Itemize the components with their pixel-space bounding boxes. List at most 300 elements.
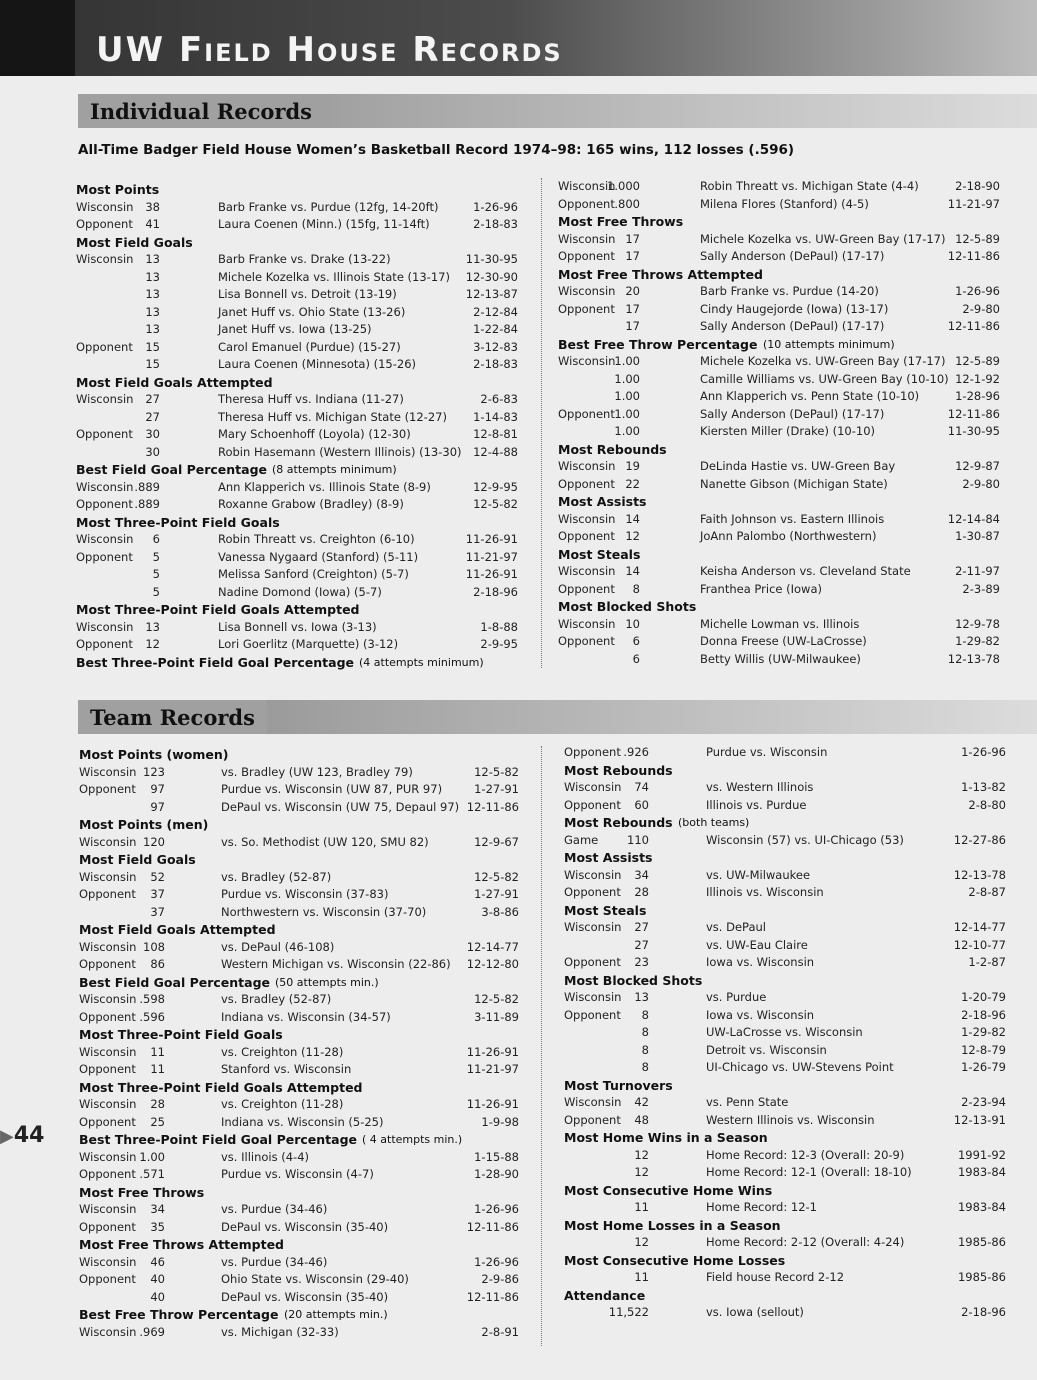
record-row [79,764,519,782]
record-value: 1.00 [614,371,640,386]
record-date: 11-30-95 [947,424,1000,438]
record-value: 12 [634,1147,649,1162]
record-date: 11-21-97 [466,1062,519,1076]
record-category-title: Best Field Goal Percentage [79,974,271,990]
record-value: 13 [634,990,649,1004]
record-value: 37 [150,887,165,901]
record-row [79,1324,519,1342]
record-value: 17 [625,231,640,246]
record-description: Roxanne Grabow (Bradley) (8-9) [218,497,404,511]
record-row [76,321,518,339]
record-value: 28 [634,885,649,899]
record-value: 17 [625,319,640,333]
record-team: Opponent [76,339,133,354]
record-row [564,1042,1006,1060]
record-row [76,584,518,602]
record-value: 120 [143,834,165,849]
record-category-note: ( 4 attempts min.) [362,1133,463,1146]
record-description: Faith Johnson vs. Eastern Illinois [700,511,885,526]
record-description: DePaul vs. Wisconsin (UW 75, Depaul 97) [221,799,460,814]
record-value: 123 [143,764,165,779]
record-category-heading [79,1079,519,1097]
record-row [558,633,1000,651]
record-team: Wisconsin [564,990,622,1004]
record-description: Michele Kozelka vs. Illinois State (13-17) [218,269,450,284]
record-date: 1-30-87 [955,529,1000,543]
record-category-title: Best Field Goal Percentage [76,462,268,477]
record-row [76,251,518,269]
record-row [76,531,518,549]
record-category-title: Most Assists [558,494,647,509]
record-value: 38 [145,199,160,214]
record-date: 12-14-84 [947,511,1000,526]
record-category-heading [564,1182,1006,1200]
record-category-title: Most Blocked Shots [558,599,697,614]
record-description: Indiana vs. Wisconsin (34-57) [221,1009,391,1024]
record-row [564,779,1006,797]
record-value: 8 [641,1025,649,1039]
page-arrow-icon: ▶ [0,1126,14,1147]
record-description: Milena Flores (Stanford) (4-5) [700,196,869,211]
record-description: Robin Threatt vs. Creighton (6-10) [218,532,415,546]
record-date: 2-18-90 [955,179,1000,193]
record-team: Wisconsin [76,199,134,214]
record-date: 12-5-82 [474,992,519,1006]
record-team: Opponent [558,249,615,263]
record-category-note: (10 attempts minimum) [763,337,895,351]
record-category-title: Most Steals [564,902,647,918]
record-date: 2-12-84 [473,304,518,319]
record-category-heading [79,1184,519,1202]
record-description: Sally Anderson (DePaul) (17-17) [700,249,885,263]
record-row [564,832,1006,850]
record-team: Wisconsin [79,1044,137,1059]
record-team: Wisconsin [558,284,616,298]
record-row [564,1304,1006,1322]
record-team: Wisconsin [558,231,616,246]
record-description: UI-Chicago vs. UW-Stevens Point [706,1060,894,1074]
record-value: 12 [634,1165,649,1179]
record-date: 12-14-77 [953,920,1006,934]
record-row [564,867,1006,885]
record-description: vs. Penn State [706,1095,789,1109]
record-value: 40 [150,1289,165,1304]
record-row [558,301,1000,319]
record-row [76,304,518,322]
record-description: JoAnn Palombo (Northwestern) [700,529,877,543]
record-date: 12-11-86 [466,799,519,814]
record-category-heading [558,546,1000,564]
record-date: 1-26-96 [474,1254,519,1269]
record-date: 1-14-83 [473,409,518,424]
record-row [79,1114,519,1132]
record-category-title: Most Free Throws [79,1184,205,1200]
record-date: 1-26-79 [961,1060,1006,1074]
record-team: Wisconsin [76,532,134,546]
record-team: Opponent [564,955,621,969]
record-category-title: Attendance [564,1287,646,1303]
record-category-heading [76,654,518,672]
record-value: 13 [145,304,160,319]
record-row [76,409,518,427]
record-value: 42 [634,1095,649,1109]
record-description: Purdue vs. Wisconsin (UW 87, PUR 97) [221,782,443,796]
record-row [558,406,1000,424]
record-description: vs. Bradley (52-87) [221,869,332,884]
record-description: Illinois vs. Purdue [706,797,807,812]
record-date: 12-13-87 [465,287,518,301]
record-category-heading [79,1306,519,1324]
record-row [558,476,1000,494]
record-date: 2-6-83 [480,392,518,406]
record-team: Opponent [76,497,133,511]
record-row [79,1289,519,1307]
record-description: vs. Western Illinois [706,780,814,794]
record-value: 12 [625,529,640,543]
record-date: 1-28-96 [955,389,1000,403]
record-date: 12-11-86 [947,249,1000,263]
record-date: 12-11-86 [947,406,1000,421]
record-row [79,939,519,957]
team-records-bar [78,700,1037,734]
record-subtitle: All-Time Badger Field House Women’s Basketball Record 1974–98: 165 wins, 112 losses (.596) [78,142,795,158]
record-date: 2-18-83 [473,357,518,371]
record-team: Opponent [79,1219,136,1234]
record-date: 1-27-91 [474,887,519,901]
record-value: 60 [634,797,649,812]
record-description: Janet Huff vs. Ohio State (13-26) [218,304,406,319]
record-team: Opponent [558,301,615,316]
record-team: Opponent [79,1009,136,1024]
record-date: 1-2-87 [968,955,1006,969]
record-description: Kiersten Miller (Drake) (10-10) [700,424,875,438]
record-team: Opponent [558,406,615,421]
record-category-title: Most Points [76,182,160,197]
record-row [564,1059,1006,1077]
record-description: vs. Purdue (34-46) [221,1202,328,1216]
record-date: 12-11-86 [466,1289,519,1304]
record-date: 11-26-91 [466,1044,519,1059]
record-row [564,1094,1006,1112]
record-value: 11 [150,1062,165,1076]
record-value: 23 [634,955,649,969]
record-value: 1.00 [139,1149,165,1164]
record-row [76,479,518,497]
record-row [79,1149,519,1167]
record-row [79,1044,519,1062]
record-category-heading [79,1236,519,1254]
record-team: Wisconsin [558,511,616,526]
record-date: 1983-84 [957,1200,1006,1214]
record-description: Cindy Haugejorde (Iowa) (13-17) [700,301,889,316]
record-description: UW-LaCrosse vs. Wisconsin [706,1025,863,1039]
record-date: 2-8-80 [968,797,1006,812]
record-value: 48 [634,1112,649,1127]
record-date: 2-18-83 [473,217,518,231]
record-row [558,178,1000,196]
record-value: .571 [139,1167,165,1181]
record-value: 86 [150,957,165,971]
record-description: Nanette Gibson (Michigan State) [700,476,888,491]
individual-records-right-column [558,178,1000,668]
record-category-heading [564,762,1006,780]
corner-block [0,0,75,76]
record-value: 108 [143,939,165,954]
record-row [76,356,518,374]
record-category-title: Most Field Goals [79,852,196,867]
record-team: Wisconsin [564,780,622,794]
record-row [564,1007,1006,1025]
record-date: 1-26-96 [474,1202,519,1216]
record-category-heading [76,374,518,392]
record-team: Wisconsin [564,867,622,882]
record-description: Theresa Huff vs. Michigan State (12-27) [218,409,447,424]
record-team: Opponent [558,529,615,543]
record-description: Sally Anderson (DePaul) (17-17) [700,406,885,421]
record-category-heading [564,814,1006,832]
record-date: 1-13-82 [961,780,1006,794]
record-value: 30 [145,444,160,459]
record-row [558,196,1000,214]
record-category-heading [564,1129,1006,1147]
record-description: Camille Williams vs. UW-Green Bay (10-10) [700,371,949,386]
record-description: vs. Michigan (32-33) [221,1324,339,1339]
record-date: 11-26-91 [465,567,518,581]
record-team: Opponent [79,887,136,901]
record-value: 19 [625,459,640,473]
record-value: .800 [614,196,640,211]
record-date: 2-8-87 [968,885,1006,899]
record-row [79,1166,519,1184]
record-date: 2-18-96 [961,1007,1006,1022]
record-value: 8 [641,1060,649,1074]
record-value: 14 [625,511,640,526]
record-team: Opponent [79,1114,136,1129]
record-team: Wisconsin [79,1097,137,1111]
record-team: Wisconsin [79,834,137,849]
record-date: 2-18-96 [961,1305,1006,1319]
record-description: vs. So. Methodist (UW 120, SMU 82) [221,834,429,849]
record-category-title: Most Three-Point Field Goals Attempted [79,1079,363,1095]
record-category-heading [564,1252,1006,1270]
record-row [76,269,518,287]
record-date: 1-20-79 [961,990,1006,1004]
record-value: 13 [145,619,160,634]
record-category-heading [79,1026,519,1044]
record-value: .889 [134,479,160,494]
record-category-title: Best Free Throw Percentage [79,1307,279,1322]
record-team: Opponent [79,1062,136,1076]
record-description: vs. Creighton (11-28) [221,1097,344,1111]
record-row [558,528,1000,546]
record-row [564,1269,1006,1287]
record-date: 12-8-79 [961,1042,1006,1057]
record-value: 15 [145,339,160,354]
record-category-heading [76,234,518,252]
record-value: 11 [150,1044,165,1059]
record-team: Opponent [79,1167,136,1181]
record-date: 11-21-97 [947,196,1000,211]
record-row [79,1061,519,1079]
record-team: Opponent [564,745,621,759]
record-value: 12 [145,637,160,651]
record-value: 27 [145,409,160,424]
record-description: Purdue vs. Wisconsin (37-83) [221,887,389,901]
record-row [76,566,518,584]
record-date: 1-26-96 [955,284,1000,298]
record-value: 27 [145,392,160,406]
record-category-note: (8 attempts minimum) [272,463,397,476]
record-description: vs. DePaul (46-108) [221,939,335,954]
record-team: Wisconsin [558,564,616,578]
record-row [79,991,519,1009]
record-date: 2-9-80 [962,301,1000,316]
record-row [558,581,1000,599]
record-description: vs. DePaul [706,920,766,934]
record-value: 5 [152,549,160,564]
record-description: Barb Franke vs. Drake (13-22) [218,252,391,266]
record-category-title: Most Turnovers [564,1077,673,1093]
record-team: Wisconsin [558,616,616,631]
record-team: Wisconsin [76,619,134,634]
record-team: Wisconsin [79,1149,137,1164]
record-category-note: (4 attempts minimum) [359,655,484,669]
record-category-heading [558,441,1000,459]
record-category-title: Best Three-Point Field Goal Percentage [79,1132,357,1147]
record-value: 25 [150,1114,165,1129]
record-team: Wisconsin [79,869,137,884]
record-row [79,834,519,852]
record-date: 12-9-78 [955,616,1000,631]
record-date: 2-9-95 [480,637,518,651]
record-category-title: Most Rebounds [558,441,667,457]
record-team: Wisconsin [76,392,134,406]
record-row [564,1164,1006,1182]
record-date: 1-26-96 [473,199,518,214]
record-description: Melissa Sanford (Creighton) (5-7) [218,567,409,581]
record-date: 1-26-96 [961,745,1006,759]
record-category-title: Most Rebounds [564,815,673,830]
record-category-note: (both teams) [678,816,750,829]
page-title: UW Field House Records [96,30,563,70]
record-date: 2-23-94 [961,1095,1006,1109]
record-value: 1.00 [614,354,640,368]
record-category-title: Best Three-Point Field Goal Percentage [76,654,354,670]
record-category-heading [79,746,519,764]
record-team: Wisconsin [79,1324,137,1339]
record-date: 12-9-95 [473,479,518,494]
record-row [76,426,518,444]
record-description: Robin Threatt vs. Michigan State (4-4) [700,179,919,193]
record-row [558,283,1000,301]
record-value: 8 [632,581,640,596]
record-row [564,884,1006,902]
record-row [558,248,1000,266]
record-row [79,1009,519,1027]
record-category-heading [558,598,1000,616]
record-category-heading [558,213,1000,231]
record-value: 14 [625,564,640,578]
record-value: 11,522 [608,1305,649,1319]
record-description: vs. Creighton (11-28) [221,1044,344,1059]
record-date: 3-12-83 [473,339,518,354]
record-team: Wisconsin [79,1254,137,1269]
record-date: 12-11-86 [947,319,1000,333]
record-value: 1.00 [614,406,640,421]
record-category-title: Most Consecutive Home Losses [564,1252,786,1268]
individual-records-left-column [76,181,518,671]
record-description: Robin Hasemann (Western Illinois) (13-30) [218,444,462,459]
record-date: 11-21-97 [465,549,518,564]
record-team: Opponent [564,797,621,812]
record-row [79,1254,519,1272]
record-value: 27 [634,920,649,934]
record-date: 1-8-88 [480,619,518,634]
record-category-title: Most Free Throws Attempted [79,1237,284,1252]
record-row [76,636,518,654]
record-value: 13 [145,269,160,284]
record-category-note: (20 attempts min.) [284,1308,388,1321]
record-description: Sally Anderson (DePaul) (17-17) [700,319,885,333]
record-value: 8 [641,1042,649,1057]
record-row [79,904,519,922]
record-row [558,388,1000,406]
record-description: Carol Emanuel (Purdue) (15-27) [218,339,401,354]
record-category-heading [558,493,1000,511]
record-date: 11-26-91 [465,532,518,546]
record-value: 13 [145,252,160,266]
record-date: 2-3-89 [962,581,1000,596]
record-category-heading [564,972,1006,990]
record-date: 12-9-67 [474,834,519,849]
record-date: 1-29-82 [955,634,1000,648]
record-team: Wisconsin [79,939,137,954]
record-date: 11-26-91 [466,1097,519,1111]
record-team: Opponent [558,634,615,648]
record-value: 1.00 [614,389,640,403]
record-team: Opponent [76,549,133,564]
record-row [564,1199,1006,1217]
record-row [79,1271,519,1289]
record-description: Home Record: 12-3 (Overall: 20-9) [706,1147,905,1162]
record-date: 12-5-82 [474,764,519,779]
record-value: 11 [634,1200,649,1214]
record-description: Theresa Huff vs. Indiana (11-27) [218,392,404,406]
record-description: Michelle Lowman vs. Illinois [700,616,860,631]
record-team: Opponent [564,1007,621,1022]
record-row [79,956,519,974]
record-description: vs. Purdue (34-46) [221,1254,328,1269]
record-date: 1-27-91 [474,782,519,796]
record-date: 1991-92 [957,1147,1006,1162]
record-date: 1-9-98 [481,1114,519,1129]
record-category-heading [564,849,1006,867]
record-description: vs. UW-Milwaukee [706,867,811,882]
record-value: .596 [139,1009,165,1024]
record-team: Opponent [558,196,615,211]
record-row [79,1096,519,1114]
record-date: 3-8-86 [481,904,519,919]
record-category-note: (50 attempts min.) [275,975,379,989]
record-team: Opponent [564,1112,621,1127]
record-description: Northwestern vs. Wisconsin (37-70) [221,904,427,919]
record-category-heading [558,266,1000,284]
record-category-heading [564,902,1006,920]
record-date: 12-27-86 [953,832,1006,847]
record-description: Ohio State vs. Wisconsin (29-40) [221,1272,409,1286]
record-description: Ann Klapperich vs. Illinois State (8-9) [218,479,431,494]
record-date: 12-5-82 [474,869,519,884]
